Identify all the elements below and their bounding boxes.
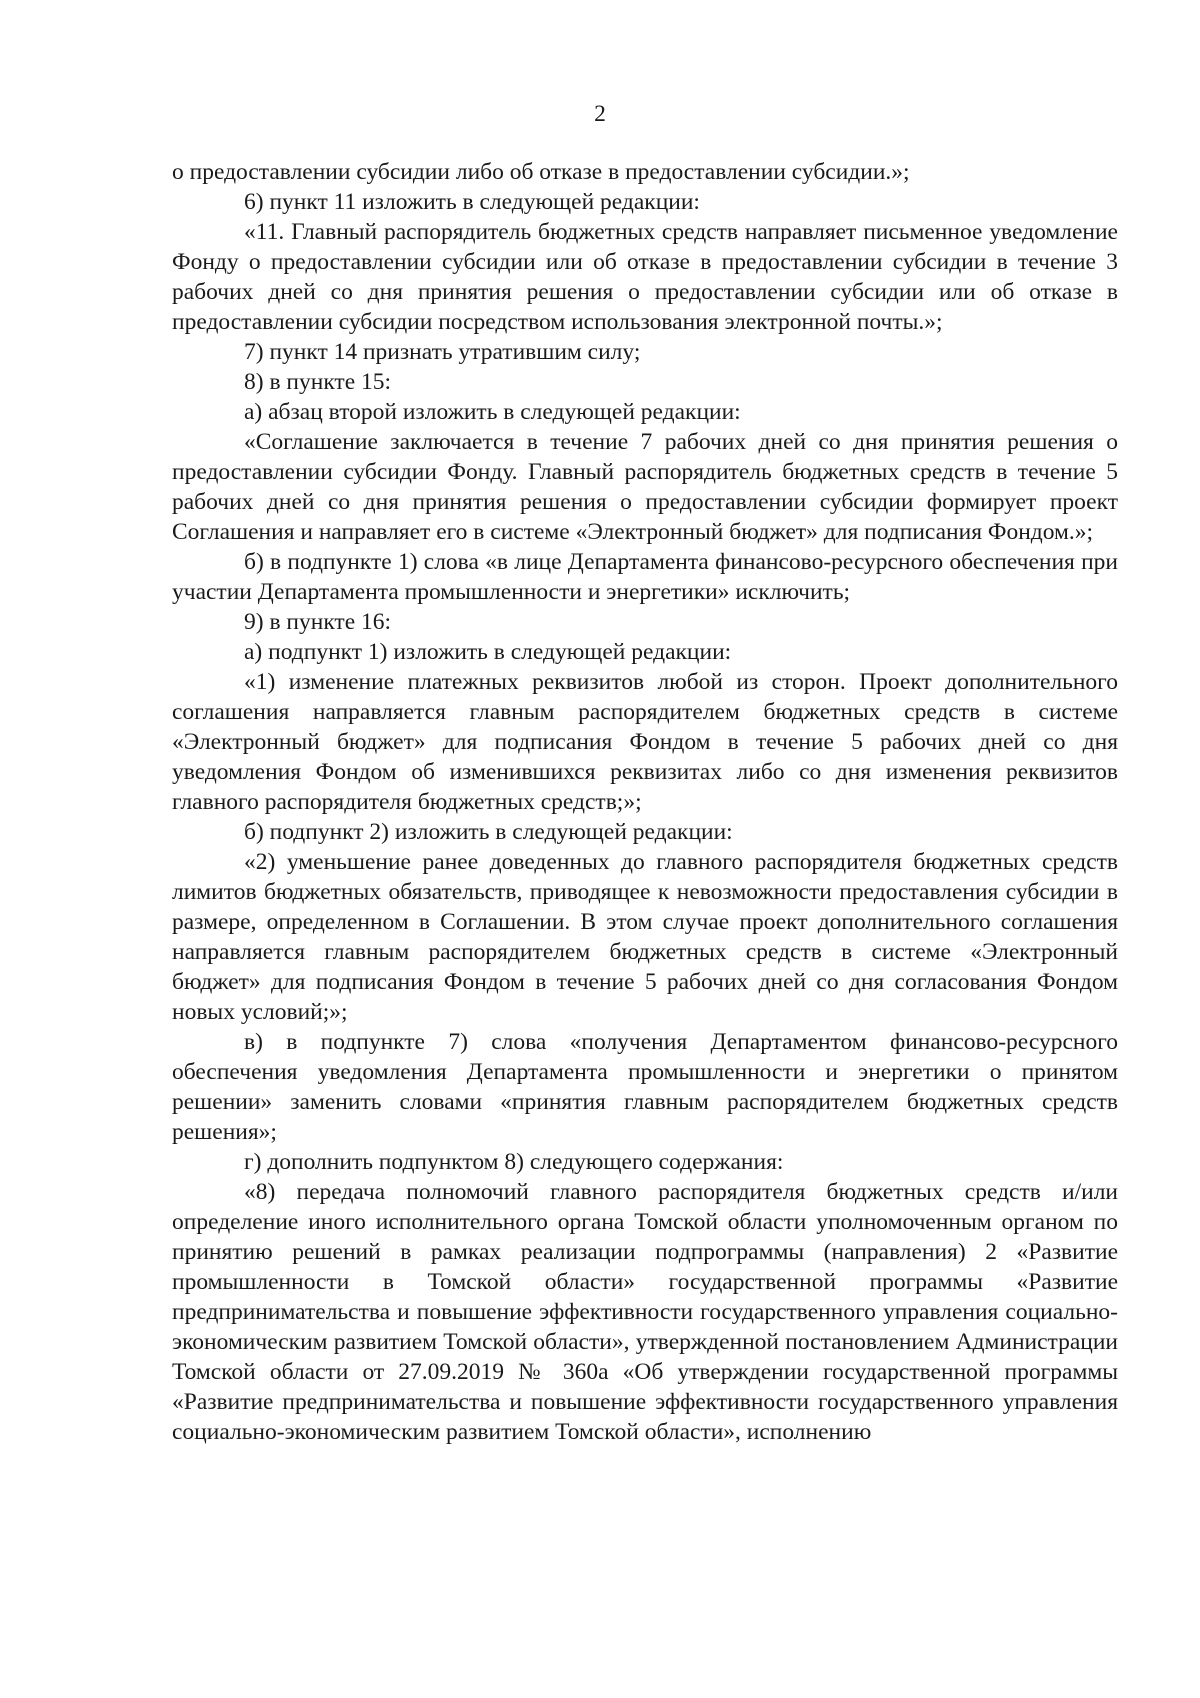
paragraph-item-8a: а) абзац второй изложить в следующей редакции: [244, 399, 741, 425]
paragraph-subitem-1-text: «1) изменение платежных реквизитов любой из сторон. Проект дополнительного соглашения направляется главным распорядителем бюджетных средств в системе «Электронный бюджет» для подписания Фондом в течение 5 рабочих дней со дня уведомления Фондом об изменившихся реквизитах либо со дня изменения реквизитов главного распорядителя бюджетных средств;»; [172, 669, 1118, 815]
paragraph-subitem-8-text: «8) передача полномочий главного распорядителя бюджетных средств и/или определение иного исполнительного органа Томской области уполномоченным органом по принятию решений в рамках реализации подпрограммы (направления) 2 «Развитие промышленности в Томской области» государственной программы «Развитие предпринимательства и повышение эффективности государственного управления социально-экономическим развитием Томской области», утвержденной постановлением Администрации Томской области от 27.09.2019 № 360а «Об утверждении государственной программы «Развитие предпринимательства и повышение эффективности государственного управления социально-экономическим развитием Томской области», исполнению [172, 1179, 1118, 1445]
paragraph-item-9v: в) в подпункте 7) слова «получения Департаментом финансово-ресурсного обеспечения уведомления Департамента промышленности и энергетики о принятом решении» заменить словами «принятия главным распорядителем бюджетных средств решения»; [172, 1029, 1118, 1145]
paragraph-item-8: 8) в пункте 15: [244, 369, 392, 395]
paragraph-item-8b: б) в подпункте 1) слова «в лице Департамента финансово-ресурсного обеспечения при участии Департамента промышленности и энергетики» исключить; [172, 549, 1118, 605]
document-body [172, 157, 1118, 1447]
paragraph-item-11-text: «11. Главный распорядитель бюджетных средств направляет письменное уведомление Фонду о предоставлении субсидии или об отказе в предоставлении субсидии в течение 3 рабочих дней со дня принятия решения о предоставлении субсидии или об отказе в предоставлении субсидии посредством использования электронной почты.»; [172, 219, 1118, 335]
paragraph-item-9: 9) в пункте 16: [244, 609, 392, 635]
paragraph-item-6: 6) пункт 11 изложить в следующей редакции: [244, 189, 700, 215]
paragraph-continuation: о предоставлении субсидии либо об отказе в предоставлении субсидии.»; [172, 159, 910, 185]
paragraph-subitem-2-text: «2) уменьшение ранее доведенных до главного распорядителя бюджетных средств лимитов бюджетных обязательств, приводящее к невозможности предоставления субсидии в размере, определенном в Соглашении. В этом случае проект дополнительного соглашения направляется главным распорядителем бюджетных средств в системе «Электронный бюджет» для подписания Фондом в течение 5 рабочих дней со дня согласования Фондом новых условий;»; [172, 849, 1118, 1025]
paragraph-item-7: 7) пункт 14 признать утратившим силу; [244, 339, 641, 365]
paragraph-item-9b: б) подпункт 2) изложить в следующей редакции: [244, 819, 733, 845]
paragraph-item-9a: а) подпункт 1) изложить в следующей редакции: [244, 639, 732, 665]
page-number: 2 [594, 101, 606, 127]
paragraph-agreement-text: «Соглашение заключается в течение 7 рабочих дней со дня принятия решения о предоставлении субсидии Фонду. Главный распорядитель бюджетных средств в течение 5 рабочих дней со дня принятия решения о предоставлении субсидии формирует проект Соглашения и направляет его в системе «Электронный бюджет» для подписания Фондом.»; [172, 429, 1118, 545]
paragraph-item-9g: г) дополнить подпунктом 8) следующего содержания: [244, 1149, 784, 1175]
